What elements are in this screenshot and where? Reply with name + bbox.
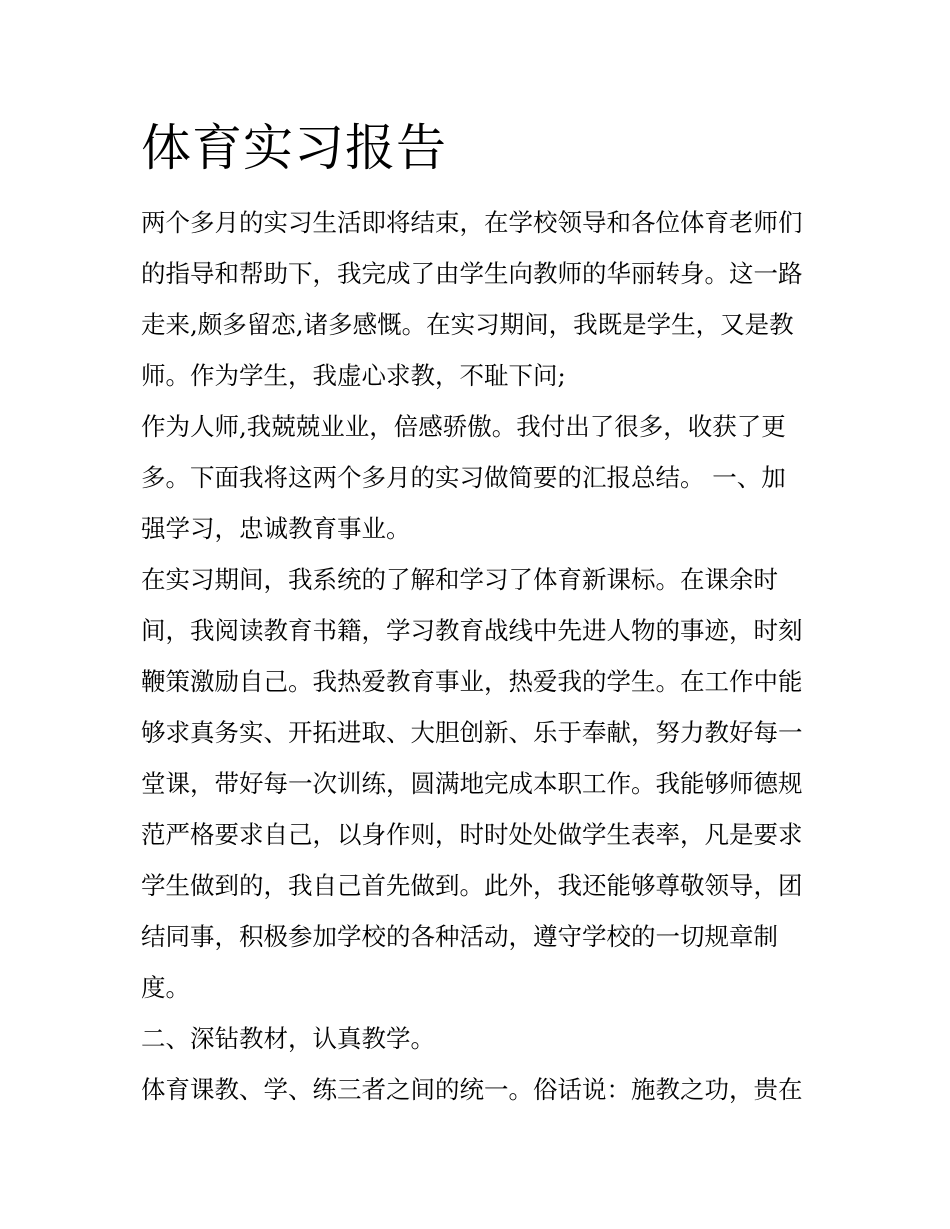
text-line: 堂课，带好每一次训练，圆满地完成本职工作。我能够师德规 <box>141 769 803 798</box>
text-line: 学生做到的，我自己首先做到。此外，我还能够尊敬领导，团 <box>141 871 803 900</box>
text-line: 师。作为学生，我虚心求教，不耻下问; <box>141 361 566 390</box>
text-line: 在实习期间，我系统的了解和学习了体育新课标。在课余时 <box>141 565 778 594</box>
text-line: 度。 <box>141 973 190 1002</box>
document-title: 体育实习报告 <box>141 119 447 177</box>
text-line: 体育课教、学、练三者之间的统一。俗话说：施教之功，贵在 <box>141 1075 803 1104</box>
text-line: 两个多月的实习生活即将结束，在学校领导和各位体育老师们 <box>141 208 803 237</box>
text-line: 间，我阅读教育书籍，学习教育战线中先进人物的事迹，时刻 <box>141 616 803 645</box>
text-line: 够求真务实、开拓进取、大胆创新、乐于奉献，努力教好每一 <box>141 718 803 747</box>
text-line: 作为人师,我兢兢业业，倍感骄傲。我付出了很多，收获了更 <box>141 412 786 441</box>
section-heading: 二、深钻教材，认真教学。 <box>141 1024 435 1053</box>
text-line: 结同事，积极参加学校的各种活动，遵守学校的一切规章制 <box>141 922 778 951</box>
document-body <box>141 197 831 1115</box>
text-line: 多。下面我将这两个多月的实习做简要的汇报总结。 一、加 <box>141 463 786 492</box>
text-line: 范严格要求自己，以身作则，时时处处做学生表率，凡是要求 <box>141 820 803 849</box>
text-line: 强学习，忠诚教育事业。 <box>141 514 411 543</box>
text-line: 走来,颇多留恋,诸多感慨。在实习期间，我既是学生，又是教 <box>141 310 794 339</box>
text-line: 的指导和帮助下，我完成了由学生向教师的华丽转身。这一路 <box>141 259 803 288</box>
text-line: 鞭策激励自己。我热爱教育事业，热爱我的学生。在工作中能 <box>141 667 803 696</box>
